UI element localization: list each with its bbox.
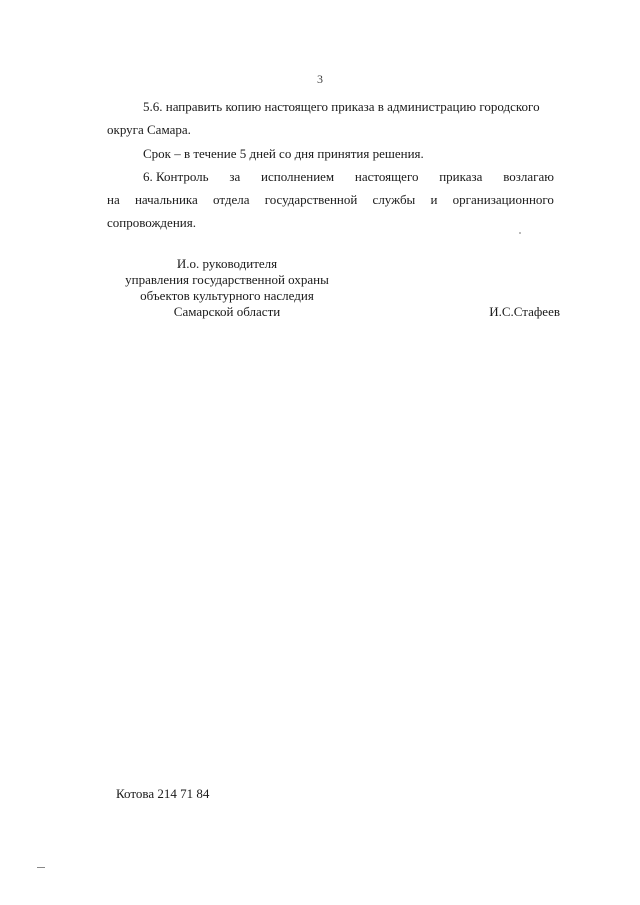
signature-title-block <box>112 256 342 320</box>
paragraph-6-word: службы <box>372 192 416 207</box>
paragraph-6-line-3: сопровождения. <box>107 215 196 230</box>
paragraph-6-word: приказа <box>439 169 483 184</box>
signature-title-line: объектов культурного наследия <box>140 288 314 303</box>
signature-title-line: И.о. руководителя <box>176 256 278 271</box>
paragraph-5-6-line-2: округа Самара. <box>107 122 191 137</box>
paragraph-6-word: возлагаю <box>503 169 554 184</box>
paragraph-6-word: и <box>430 192 438 207</box>
paragraph-6-word: государственной <box>264 192 358 207</box>
paragraph-6-word: исполнением <box>261 169 335 184</box>
paragraph-5-6-line-1: 5.6. направить копию настоящего приказа в администрацию городского <box>143 99 540 114</box>
signature-title-line: Самарской области <box>173 304 281 319</box>
paragraph-6-word: за <box>229 169 241 184</box>
contact-info: Котова 214 71 84 <box>116 786 210 801</box>
scan-mark <box>37 867 45 868</box>
page-number: 3 <box>317 72 323 86</box>
paragraph-6-word: начальника <box>134 192 198 207</box>
signer-name: И.С.Стафеев <box>489 304 560 319</box>
scan-speck <box>519 232 521 234</box>
paragraph-6-word: на <box>107 192 120 207</box>
paragraph-6-line-1 <box>143 165 554 188</box>
paragraph-6-word: отдела <box>213 192 250 207</box>
paragraph-6-word: организационного <box>452 192 554 207</box>
deadline-paragraph: Срок – в течение 5 дней со дня принятия решения. <box>143 146 424 161</box>
paragraph-6-word: 6. Контроль <box>143 169 209 184</box>
paragraph-6-line-2 <box>107 188 554 211</box>
signature-title-line: управления государственной охраны <box>125 272 329 287</box>
paragraph-6-word: настоящего <box>354 169 419 184</box>
